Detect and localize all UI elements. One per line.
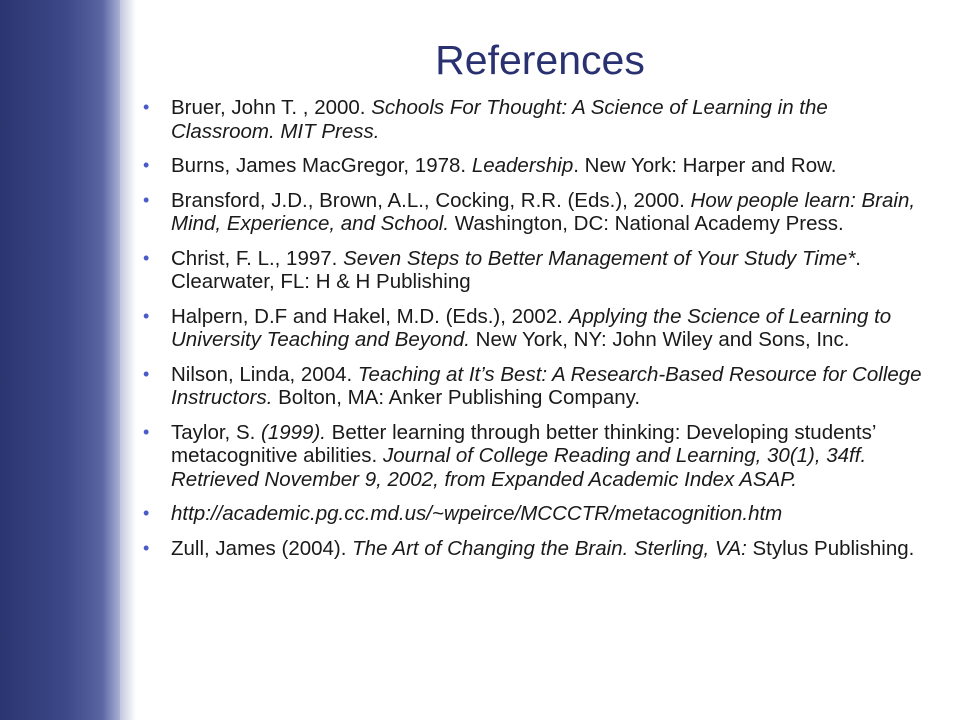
reference-item <box>136 305 936 352</box>
reference-text: How people learn: Brain, Mind, Experience, and School. <box>171 188 916 235</box>
reference-text: The Art of Changing the Brain. Sterling, VA: <box>352 536 747 560</box>
bullet-icon: • <box>143 305 150 326</box>
bullet-icon: • <box>143 363 150 384</box>
reference-text: Burns, James MacGregor, 1978. <box>171 154 472 177</box>
reference-text: New York, NY: John Wiley and Sons, Inc. <box>469 328 850 351</box>
reference-item <box>136 154 936 178</box>
reference-text: http://academic.pg.cc.md.us/~wpeirce/MCCCTR/metacognition.htm <box>171 502 783 525</box>
reference-text: Schools For Thought: A Science of Learning in the Classroom. MIT Press. <box>171 96 828 143</box>
slide-title: References <box>435 37 645 83</box>
reference-text: Nilson, Linda, 2004. <box>171 362 358 386</box>
bullet-icon: • <box>143 97 150 117</box>
bullet-icon: • <box>143 421 150 442</box>
bullet-icon: • <box>143 503 150 523</box>
reference-text: Better learning through better thinking: Developing students’ metacognitive abilities. <box>171 420 876 467</box>
reference-text: Bransford, J.D., Brown, A.L., Cocking, R.R. (Eds.), 2000. <box>171 188 691 212</box>
reference-text: Taylor, S. <box>171 420 262 444</box>
reference-text: Halpern, D.F and Hakel, M.D. (Eds.), 2002. <box>171 304 569 328</box>
reference-text: (1999). <box>261 420 326 444</box>
reference-item <box>136 247 936 294</box>
reference-text: Washington, DC: National Academy Press. <box>449 212 844 235</box>
reference-text: Stylus Publishing. <box>746 536 915 560</box>
reference-list <box>136 96 936 571</box>
bullet-icon: • <box>143 247 150 268</box>
reference-text: Seven Steps to Better Management of Your Study Time* <box>343 246 856 270</box>
reference-text: Christ, F. L., 1997. <box>171 246 344 270</box>
reference-item <box>136 502 936 526</box>
reference-item <box>136 96 936 143</box>
reference-text: Bolton, MA: Anker Publishing Company. <box>272 386 641 409</box>
reference-text: . New York: Harper and Row. <box>573 154 837 177</box>
reference-text: . Clearwater, FL: H & H Publishing <box>171 246 861 293</box>
reference-item <box>136 537 936 561</box>
reference-text: Leadership <box>471 154 574 177</box>
reference-item <box>136 189 936 236</box>
reference-text: Applying the Science of Learning to University Teaching and Beyond. <box>171 304 892 351</box>
reference-text: Bruer, John T. , 2000. <box>171 96 372 119</box>
decorative-sidebar <box>0 0 120 720</box>
reference-text: Zull, James (2004). <box>171 536 353 560</box>
bullet-icon: • <box>143 537 150 558</box>
reference-item <box>136 421 936 492</box>
reference-text: Journal of College Reading and Learning, 30(1), 34ff. Retrieved November 9, 2002, from Expanded Academic Index ASAP. <box>171 444 867 491</box>
reference-text: Teaching at It’s Best: A Research-Based Resource for College Instructors. <box>171 362 922 409</box>
bullet-icon: • <box>143 155 150 175</box>
reference-item <box>136 363 936 410</box>
bullet-icon: • <box>143 189 150 210</box>
